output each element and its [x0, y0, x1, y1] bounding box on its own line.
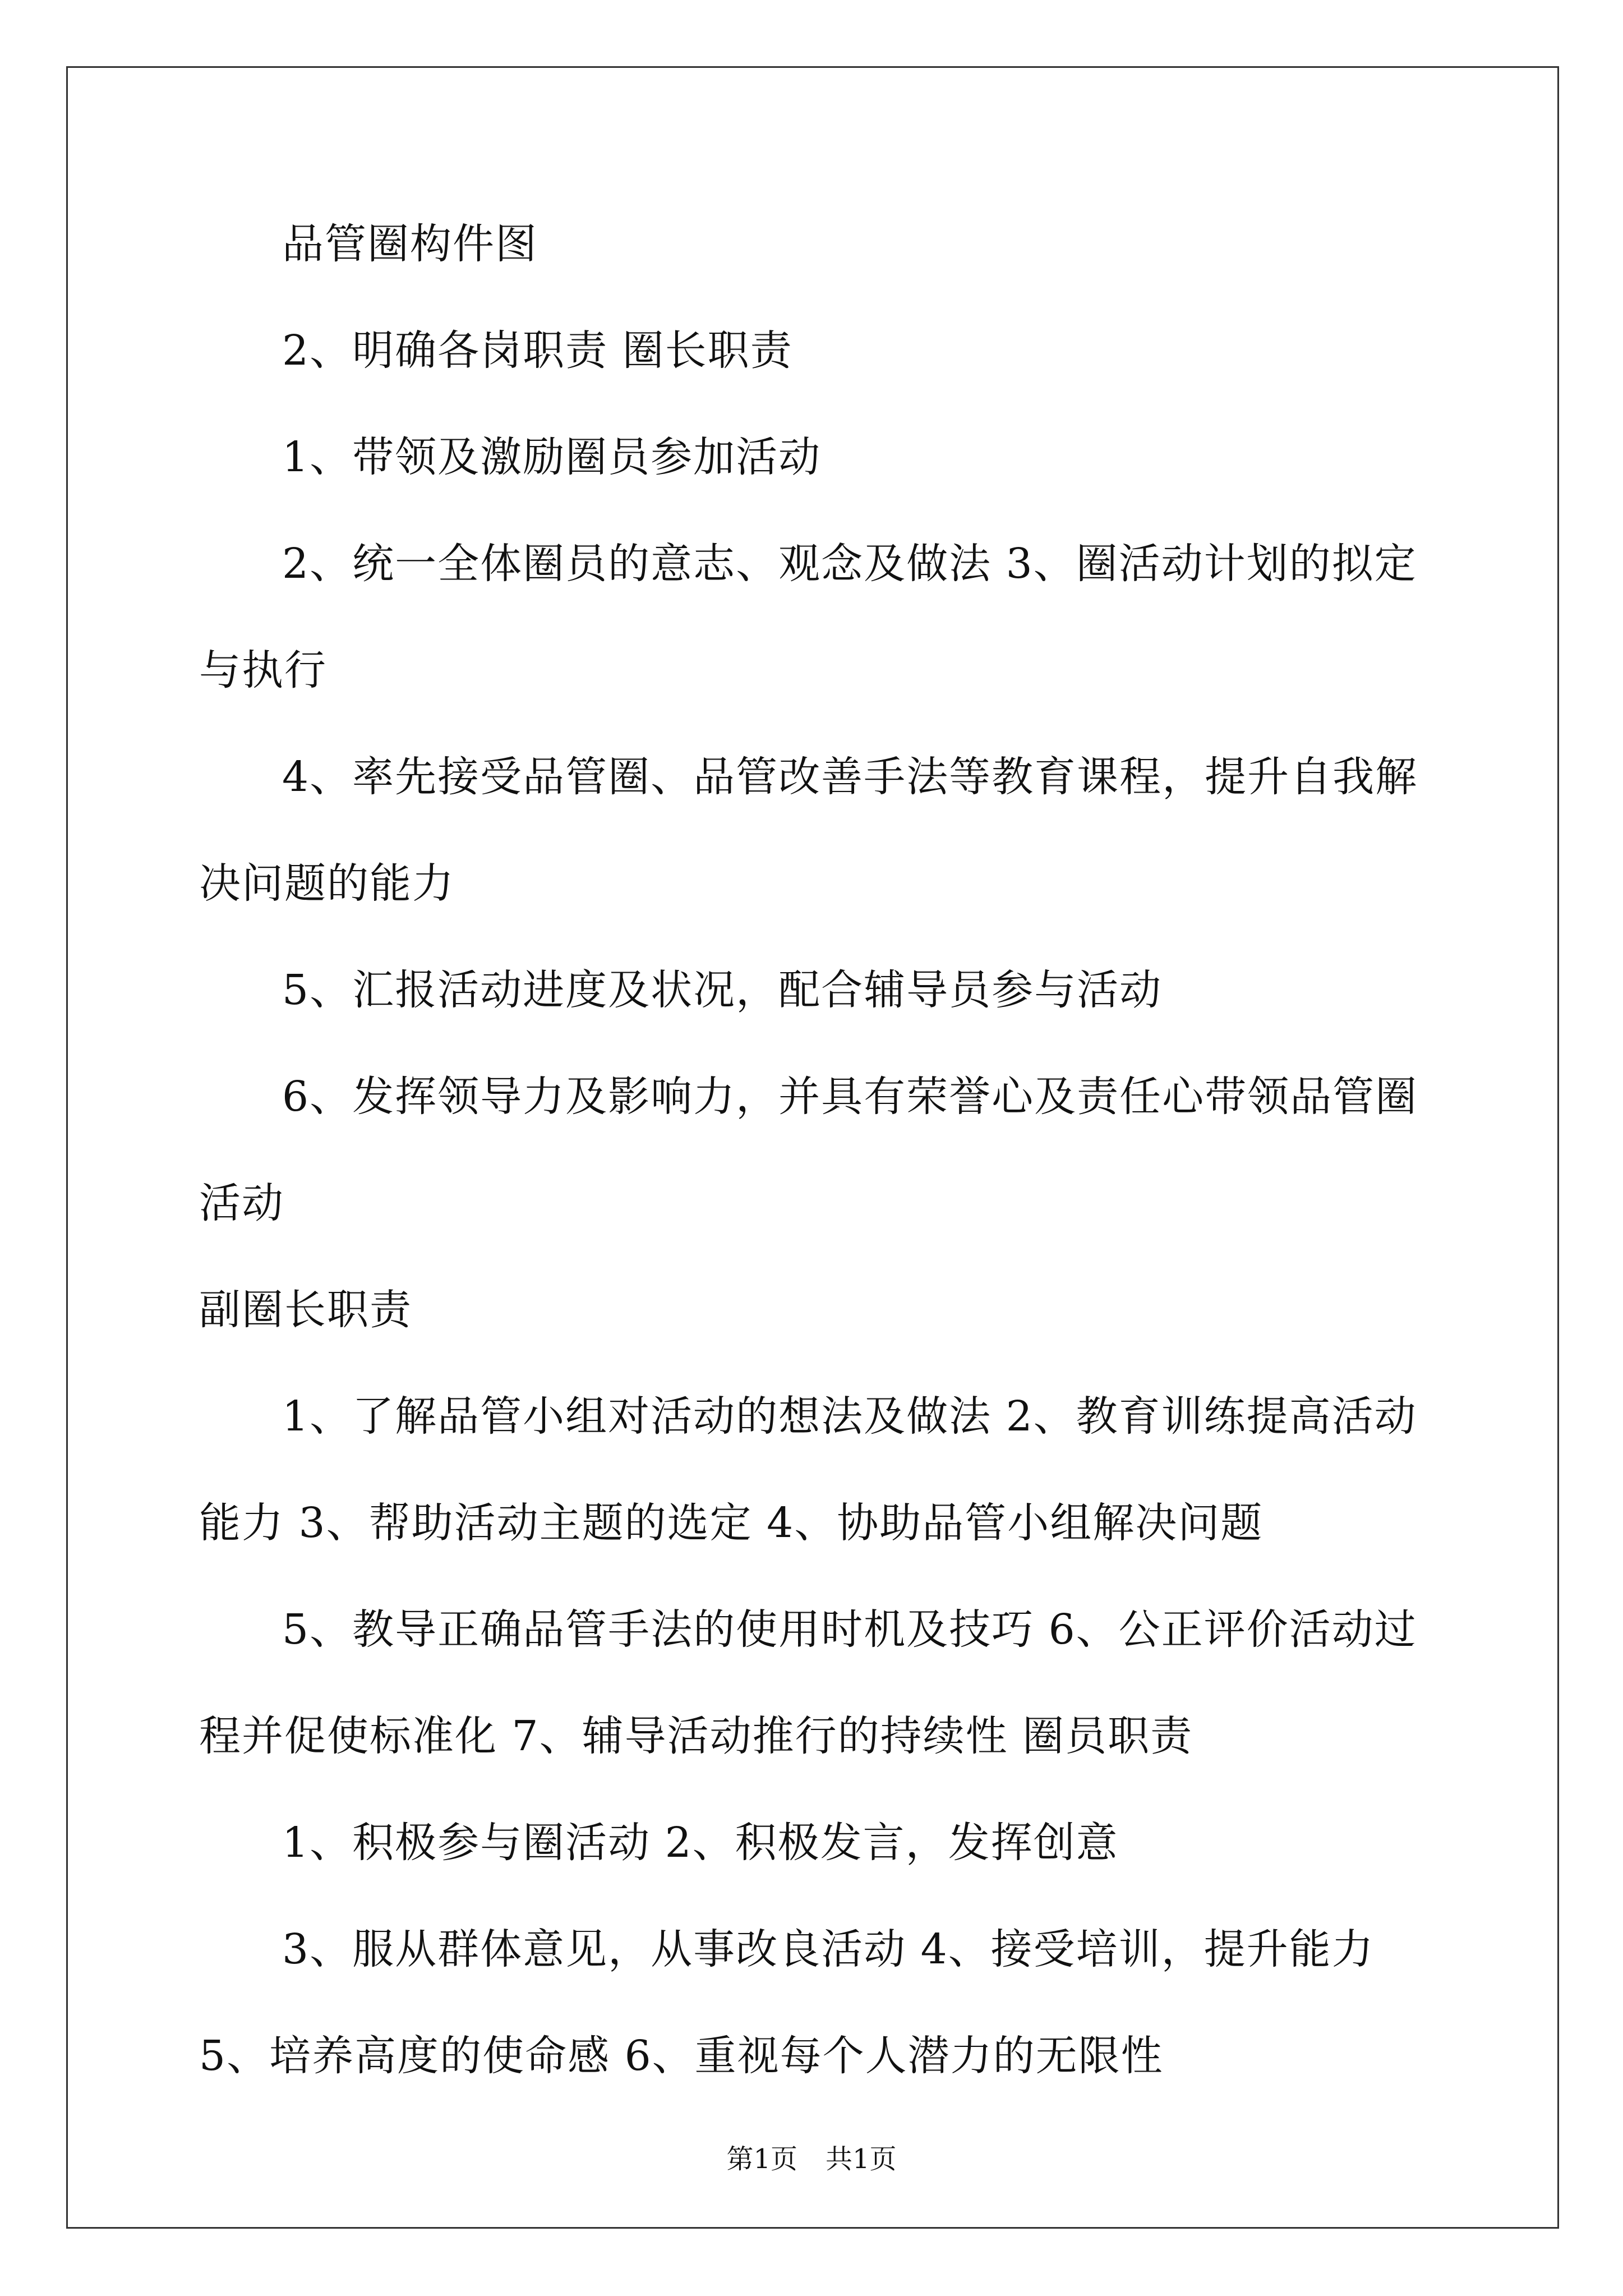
- page-footer: [0, 2137, 1623, 2176]
- paragraph: 5、教导正确品管手法的使用时机及技巧 6、公正评价活动过程并促使标准化 7、辅导活动推行的持续性 圈员职责: [199, 1605, 1417, 1760]
- paragraph: 1、了解品管小组对活动的想法及做法 2、教育训练提高活动能力 3、帮助活动主题的选定 4、协助品管小组解决问题: [199, 1392, 1417, 1547]
- paragraph: 2、明确各岗职责 圈长职责: [282, 326, 793, 375]
- paragraph: 1、积极参与圈活动 2、积极发言，发挥创意: [282, 1819, 1119, 1867]
- paragraph: 5、汇报活动进度及状况，配合辅导员参与活动: [282, 966, 1163, 1014]
- paragraph: 3、服从群体意见，从事改良活动 4、接受培训，提升能力 5、培养高度的使命感 6、重视每个人潜力的无限性: [199, 1925, 1375, 2080]
- paragraph: 2、统一全体圈员的意志、观念及做法 3、圈活动计划的拟定与执行: [199, 540, 1417, 694]
- paragraph-title: 品管圈构件图: [282, 220, 538, 268]
- document-body: [199, 191, 1433, 2109]
- paragraph-heading: 副圈长职责: [199, 1286, 412, 1334]
- paragraph: 6、发挥领导力及影响力，并具有荣誉心及责任心带领品管圈活动: [199, 1073, 1418, 1227]
- page-number-total: 共1页: [826, 2143, 897, 2175]
- paragraph: 4、率先接受品管圈、品管改善手法等教育课程，提升自我解决问题的能力: [199, 753, 1418, 908]
- page-number-current: 第1页: [726, 2143, 797, 2175]
- paragraph: 1、带领及激励圈员参加活动: [282, 433, 822, 481]
